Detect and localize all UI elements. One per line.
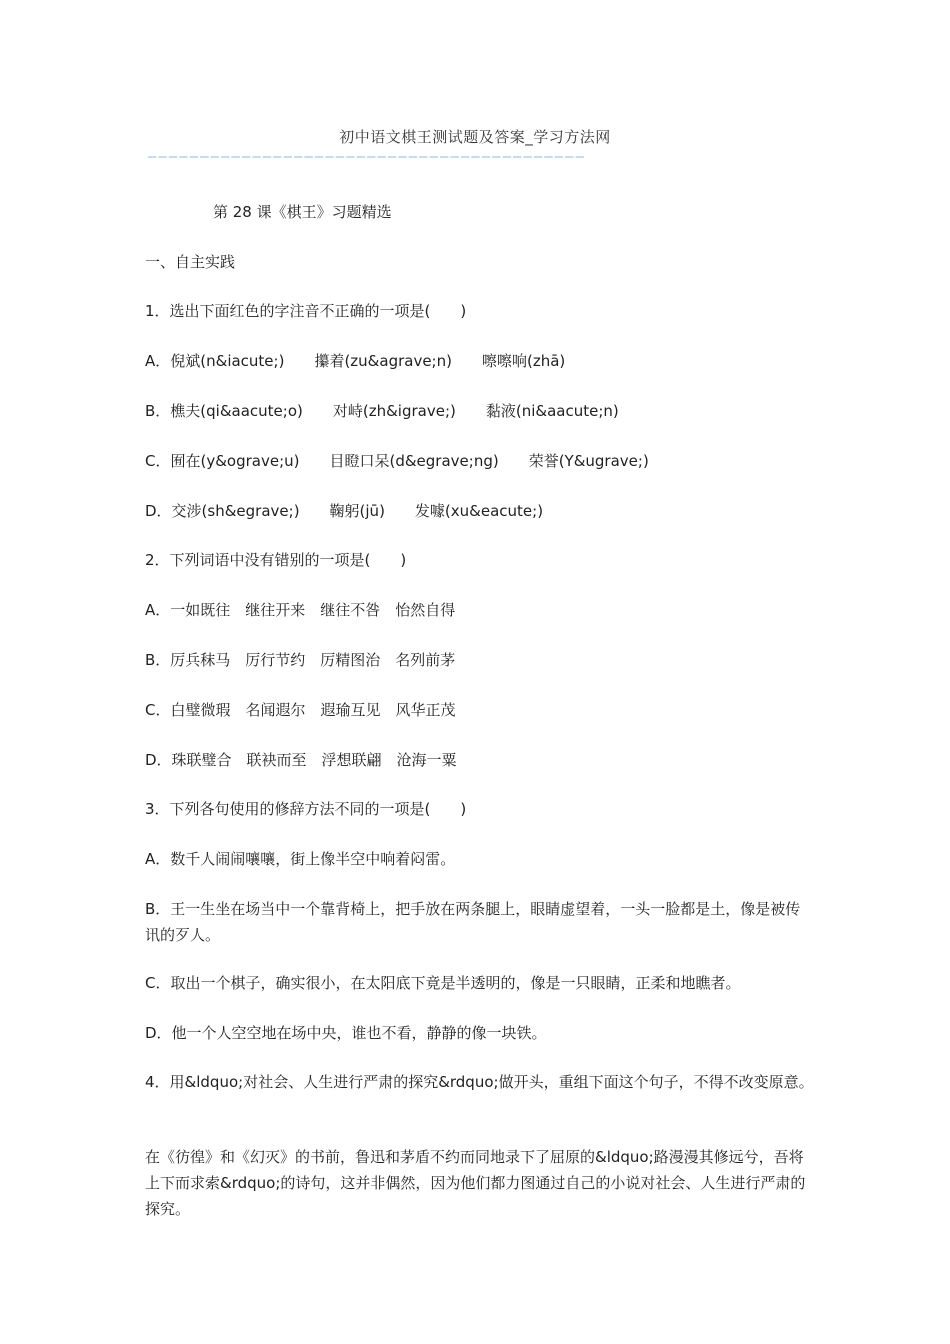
- question-2-option-d: D．珠联璧合 联袂而至 浮想联翩 沧海一粟: [145, 751, 457, 769]
- question-1-option-c: C．囿在(y&ograve;u) 目瞪口呆(d&egrave;ng) 荣誉(Y&ugrave;): [145, 452, 649, 470]
- page-header-title: 初中语文棋王测试题及答案_学习方法网: [339, 128, 611, 146]
- question-1-stem: 1．选出下面红色的字注音不正确的一项是( ): [145, 302, 467, 320]
- lesson-title: 第 28 课《棋王》习题精选: [213, 203, 392, 221]
- question-2-option-a: A．一如既往 继往开来 继往不咎 怡然自得: [145, 601, 456, 619]
- question-3-option-a: A．数千人闹闹嚷嚷，街上像半空中响着闷雷。: [145, 850, 456, 868]
- section-heading: 一、自主实践: [145, 253, 236, 271]
- question-3-stem: 3．下列各句使用的修辞方法不同的一项是( ): [145, 800, 467, 818]
- header-divider: ——————————————————————————————————————————: [148, 150, 587, 164]
- question-2-option-b: B．厉兵秣马 厉行节约 厉精图治 名列前茅: [145, 651, 456, 669]
- question-1-option-a: A．倪斌(n&iacute;) 攥着(zu&agrave;n) 嚓嚓响(zhā): [145, 352, 566, 370]
- question-2-stem: 2．下列词语中没有错别的一项是( ): [145, 551, 407, 569]
- question-3-option-b: B．王一生坐在场当中一个靠背椅上，把手放在两条腿上，眼睛虚望着，一头一脸都是土，像是被传讯的歹人。: [145, 900, 801, 944]
- question-4-passage: 在《彷徨》和《幻灭》的书前，鲁迅和茅盾不约而同地录下了屈原的&ldquo;路漫漫其修远兮，吾将上下而求索&rdquo;的诗句，这并非偶然，因为他们都力图通过自己的小说对社会、人生进行严肃的探究。: [145, 1148, 806, 1218]
- question-4-stem: 4．用&ldquo;对社会、人生进行严肃的探究&rdquo;做开头，重组下面这个句子，不得不改变原意。: [145, 1073, 814, 1091]
- question-1-option-b: B．樵夫(qi&aacute;o) 对峙(zh&igrave;) 黏液(ni&aacute;n): [145, 402, 619, 420]
- question-3-option-d: D．他一个人空空地在场中央，谁也不看，静静的像一块铁。: [145, 1024, 547, 1042]
- question-3-option-c: C．取出一个棋子，确实很小，在太阳底下竟是半透明的，像是一只眼睛，正柔和地瞧者。: [145, 974, 741, 992]
- question-2-option-c: C．白璧微瑕 名闻遐尔 遐瑜互见 风华正茂: [145, 701, 456, 719]
- question-1-option-d: D．交涉(sh&egrave;) 鞠躬(jū) 发噱(xu&eacute;): [145, 502, 544, 520]
